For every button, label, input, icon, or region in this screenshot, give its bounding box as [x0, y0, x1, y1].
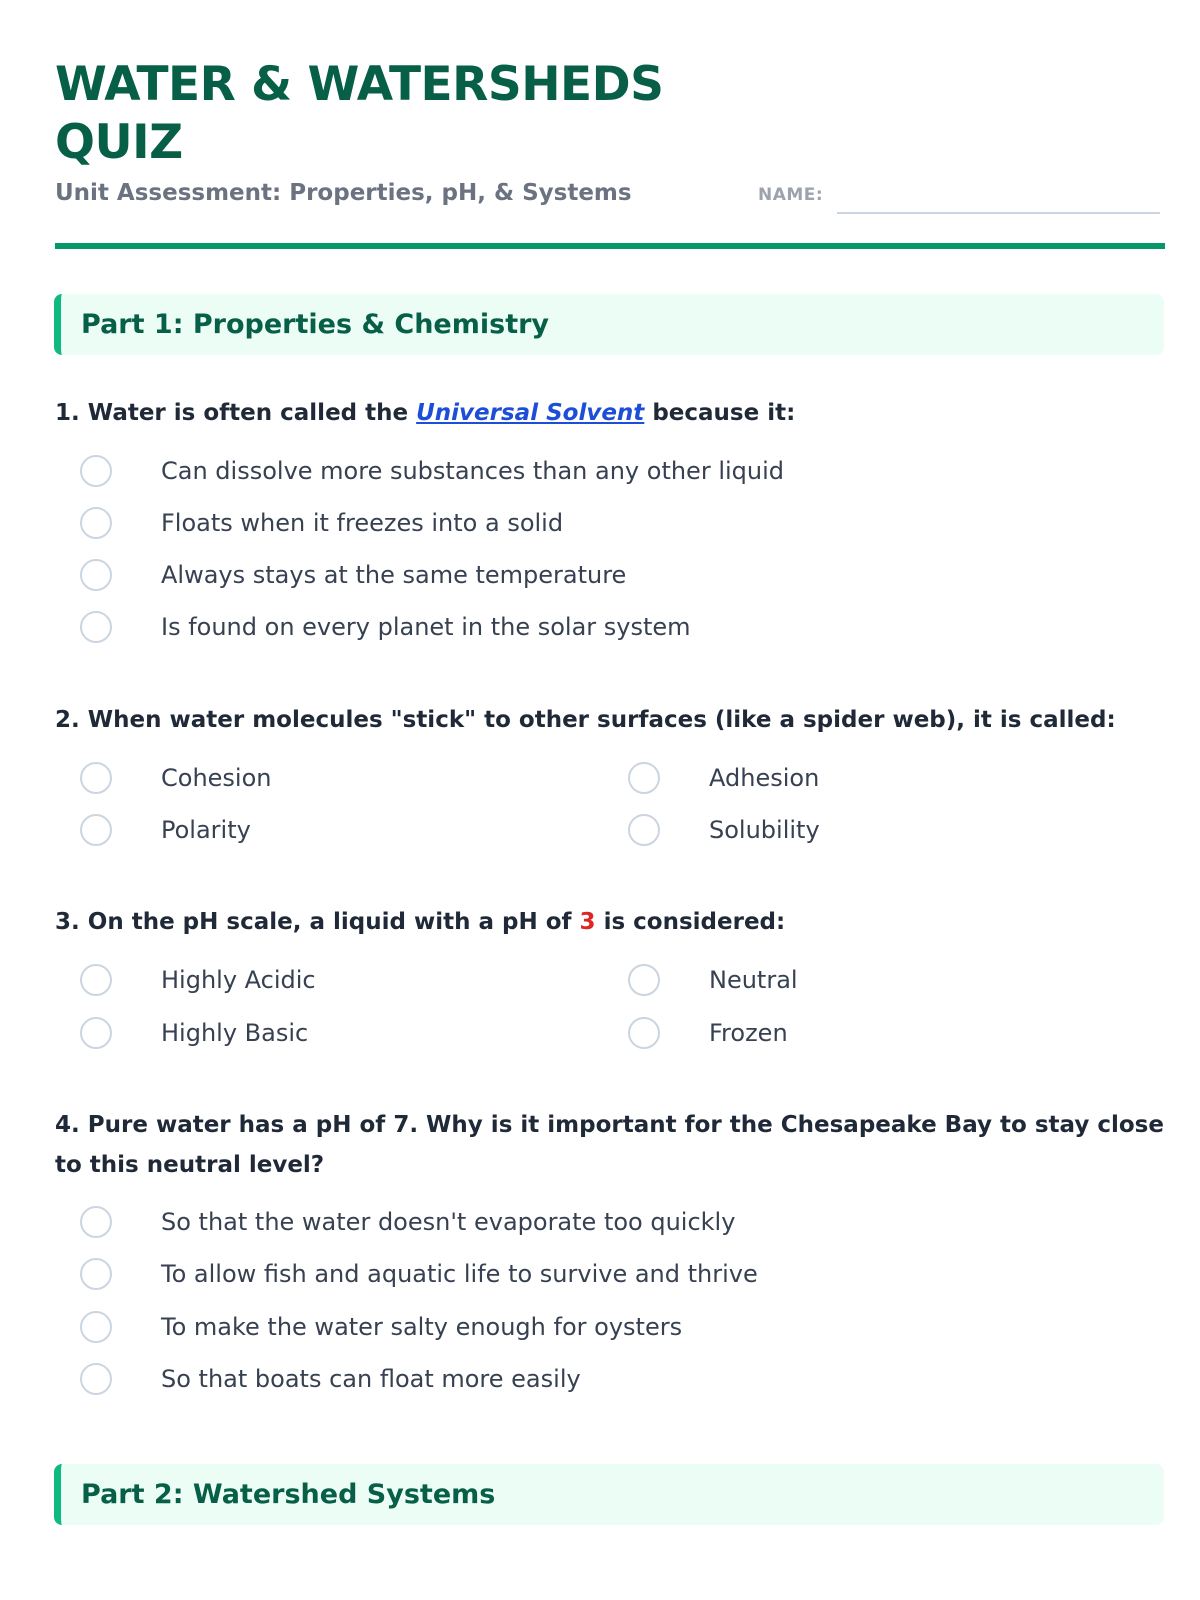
q3-option-highly-acidic[interactable] [80, 960, 316, 1000]
section-part-1 [54, 294, 1164, 355]
name-field[interactable] [837, 212, 1160, 214]
q2-option-adhesion[interactable] [628, 758, 819, 798]
section-title: Part 1: Properties & Chemistry [81, 309, 550, 340]
option-label: Highly Acidic [161, 966, 316, 994]
question-text-end: is considered: [603, 909, 786, 935]
section-title: Part 2: Watershed Systems [81, 1479, 496, 1510]
q3-option-highly-basic[interactable] [80, 1013, 308, 1053]
option-label: Adhesion [709, 764, 820, 792]
question-text: On the pH scale, a liquid with a pH of [87, 909, 572, 935]
section-part-2 [54, 1464, 1164, 1525]
option-label: Solubility [709, 816, 820, 844]
universal-solvent-term: Universal Solvent [416, 400, 645, 426]
radio-button[interactable] [80, 762, 112, 794]
question-text: Pure water has a pH of 7. Why is it important for the Chesapeake Bay to stay close to this neutral level? [55, 1112, 1164, 1178]
question-3 [55, 902, 1165, 942]
q4-option-2[interactable] [80, 1254, 758, 1294]
radio-button[interactable] [628, 762, 660, 794]
question-2 [55, 700, 1165, 740]
radio-button[interactable] [80, 1017, 112, 1049]
radio-button[interactable] [80, 507, 112, 539]
radio-button[interactable] [628, 814, 660, 846]
option-label: Always stays at the same temperature [161, 561, 627, 589]
q1-option-1[interactable] [80, 451, 784, 491]
option-label: So that boats can float more easily [161, 1365, 581, 1393]
option-label: Polarity [161, 816, 251, 844]
page-title: WATER & WATERSHEDS QUIZ [55, 57, 664, 170]
question-number: 3. [55, 909, 80, 935]
question-number: 4. [55, 1112, 80, 1138]
radio-button[interactable] [80, 1311, 112, 1343]
radio-button[interactable] [80, 1363, 112, 1395]
radio-button[interactable] [80, 1206, 112, 1238]
option-label: Neutral [709, 966, 798, 994]
option-label: Cohesion [161, 764, 272, 792]
radio-button[interactable] [80, 964, 112, 996]
q1-option-4[interactable] [80, 607, 691, 647]
question-number: 2. [55, 707, 80, 733]
radio-button[interactable] [628, 1017, 660, 1049]
q1-option-2[interactable] [80, 503, 563, 543]
q4-option-3[interactable] [80, 1307, 682, 1347]
header-divider [55, 243, 1165, 249]
option-label: So that the water doesn't evaporate too quickly [161, 1208, 736, 1236]
q3-option-frozen[interactable] [628, 1013, 788, 1053]
option-label: To make the water salty enough for oysters [161, 1313, 683, 1341]
radio-button[interactable] [80, 814, 112, 846]
q3-option-neutral[interactable] [628, 960, 798, 1000]
option-label: To allow fish and aquatic life to survive and thrive [161, 1260, 758, 1288]
q2-option-polarity[interactable] [80, 810, 251, 850]
q2-option-cohesion[interactable] [80, 758, 271, 798]
option-label: Can dissolve more substances than any other liquid [161, 457, 785, 485]
radio-button[interactable] [628, 964, 660, 996]
radio-button[interactable] [80, 559, 112, 591]
option-label: Is found on every planet in the solar system [161, 613, 691, 641]
question-text: When water molecules "stick" to other surfaces (like a spider web), it is called: [87, 707, 1116, 733]
question-4 [55, 1105, 1165, 1185]
ph-value-highlight: 3 [579, 909, 596, 935]
radio-button[interactable] [80, 455, 112, 487]
option-label: Frozen [709, 1019, 788, 1047]
radio-button[interactable] [80, 1258, 112, 1290]
name-label: NAME: [758, 185, 824, 205]
option-label: Floats when it freezes into a solid [161, 509, 564, 537]
question-text-end: because it: [652, 400, 796, 426]
question-1 [55, 393, 1165, 433]
q1-option-3[interactable] [80, 555, 626, 595]
radio-button[interactable] [80, 611, 112, 643]
option-label: Highly Basic [161, 1019, 309, 1047]
quiz-header [55, 52, 1165, 250]
q2-option-solubility[interactable] [628, 810, 820, 850]
page-subtitle: Unit Assessment: Properties, pH, & Systems [55, 180, 632, 206]
question-number: 1. [55, 400, 80, 426]
q4-option-1[interactable] [80, 1202, 735, 1242]
q4-option-4[interactable] [80, 1359, 581, 1399]
question-text: Water is often called the [87, 400, 409, 426]
